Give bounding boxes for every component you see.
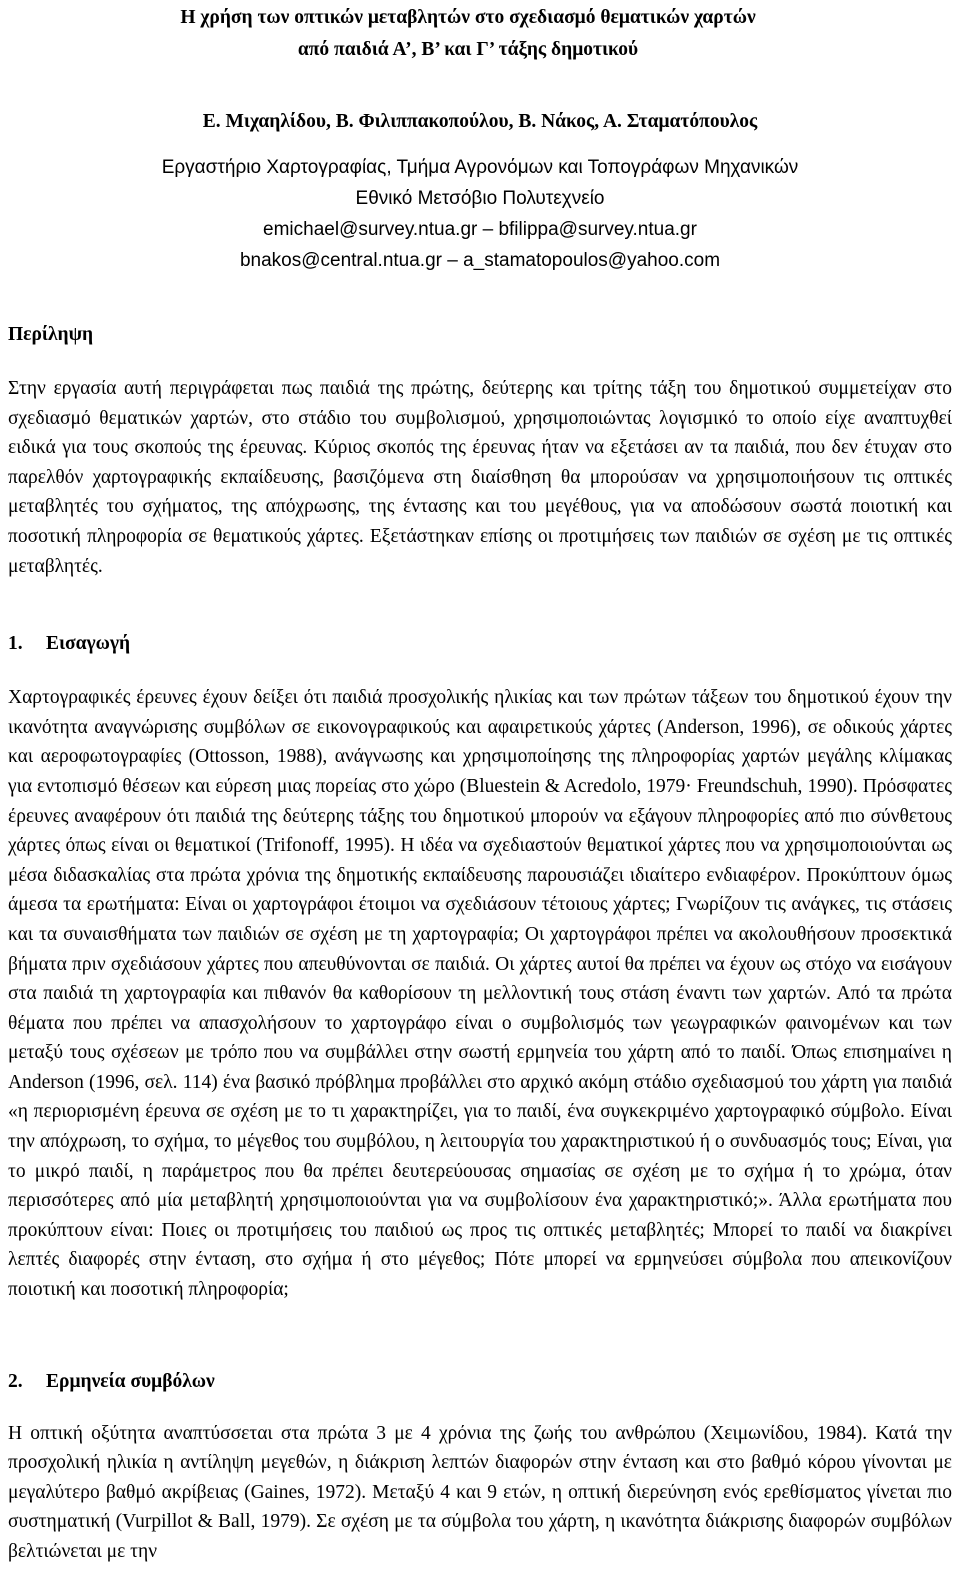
title-line-1: Η χρήση των οπτικών μεταβλητών στο σχεδιασμό θεματικών χαρτών [180, 7, 756, 28]
abstract-heading: Περίληψη [8, 324, 94, 345]
affiliation-block [8, 152, 952, 276]
section-1-number: 1. [8, 633, 23, 655]
title-line-2: από παιδιά Α’, Β’ και Γ’ τάξης δημοτικού [297, 39, 639, 60]
author-emails-line-2: bnakos@central.ntua.gr – a_stamatopoulos@yahoo.com [239, 250, 721, 271]
author-emails-line-1: emichael@survey.ntua.gr – bfilippa@survey.ntua.gr [263, 219, 697, 240]
section-2-number: 2. [8, 1370, 23, 1392]
section-1-title: Εισαγωγή [46, 633, 131, 655]
author-list: Ε. Μιχαηλίδου, Β. Φιλιππακοπούλου, Β. Νάκος, Α. Σταματόπουλος [202, 111, 758, 132]
section-2-heading [8, 1367, 952, 1397]
abstract-text: Στην εργασία αυτή περιγράφεται πως παιδιά της πρώτης, δεύτερης και τρίτης τάξη του δημοτικού συμμετείχαν στο σχεδιασμό θεματικών χαρτών, στο στάδιο του συμβολισμού, χρησιμοποιώντας λογισμικό το οποίο είχε αναπτυχθεί ειδικά για τους σκοπούς της έρευνας. Κύριος σκοπός της έρευνας ήταν να εξετάσει αν τα παιδιά, που δεν έτυχαν στο παρελθόν χαρτογραφικής εκπαίδευσης, βασιζόμενα στη διαίσθηση θα μπορούσαν να χρησιμοποιήσουν τις οπτικές μεταβλητές του σχήματος, της απόχρωσης, της έντασης και του μεγέθους, για να αποδώσουν σωστά ποιοτική και ποσοτική πληροφορία σε θεματικούς χάρτες. Εξετάστηκαν επίσης οι προτιμήσεις των παιδιών σε σχέση με τις οπτικές μεταβλητές. [8, 378, 952, 577]
section-2-title: Ερμηνεία συμβόλων [46, 1370, 215, 1392]
affiliation-university: Εθνικό Μετσόβιο Πολυτεχνείο [355, 188, 605, 209]
affiliation-lab: Εργαστήριο Χαρτογραφίας, Τμήμα Αγρονόμων και Τοπογράφων Μηχανικών [161, 157, 799, 178]
section-1-heading [8, 629, 952, 659]
paper-title [8, 2, 952, 66]
section-1-text: Χαρτογραφικές έρευνες έχουν δείξει ότι παιδιά προσχολικής ηλικίας και των πρώτων τάξεων του δημοτικού έχουν την ικανότητα αναγνώρισης συμβόλων σε εικονογραφικούς και αφαιρετικούς χάρτες (Anderson, 1996), σε οδικούς χάρτες και αεροφωτογραφίες (Ottosson, 1988), ανάγνωσης και χρησιμοποίησης της πληροφορίας χαρτών μεγάλης κλίμακας για εντοπισμό θέσεων και εύρεση μιας πορείας στο χώρο (Bluestein & Acredolo, 1979· Freundschuh, 1990). Πρόσφατες έρευνες αναφέρουν ότι παιδιά της δεύτερης τάξης του δημοτικού μπορούν να εξάγουν πληροφορίες από πιο σύνθετους χάρτες όπως είναι οι θεματικοί (Trifonoff, 1995). Η ιδέα να σχεδιαστούν θεματικοί χάρτες που να χρησιμοποιούνται ως μέσα διδασκαλίας στα πρώτα χρόνια της δημοτικής εκπαίδευσης παρουσιάζει ιδιαίτερο ενδιαφέρον. Προκύπτουν όμως άμεσα τα ερωτήματα: Είναι οι χαρτογράφοι έτοιμοι να σχεδιάσουν τέτοιους χάρτες; Γνωρίζουν τις ανάγκες, τις στάσεις και τα συναισθήματα των παιδιών σε σχέση με τη χαρτογραφία; Οι χαρτογράφοι πρέπει να ακολουθήσουν προσεκτικά βήματα πριν σχεδιάσουν χάρτες που απευθύνονται σε παιδιά. Οι χάρτες αυτοί θα πρέπει να έχουν ως στόχο να εισάγουν στα παιδιά τη χαρτογραφία και πιθανόν θα καθορίσουν τη μελλοντική τους στάση έναντι των χαρτών. Από τα πρώτα θέματα που πρέπει να απασχολήσουν το χαρτογράφο είναι ο συμβολισμός των γεωγραφικών φαινομένων και των μεταξύ τους σχέσεων με τρόπο που να συμβάλλει στην σωστή ερμηνεία του χάρτη από το παιδί. Όπως επισημαίνει η Anderson (1996, σελ. 114) ένα βασικό πρόβλημα προβάλλει στο αρχικό ακόμη στάδιο σχεδιασμού του χάρτη για παιδιά «η περιορισμένη έρευνα σε σχέση με το τι χαρακτηρίζει, για το παιδί, ένα συγκεκριμένο χαρτογραφικό σύμβολο. Είναι την απόχρωση, το σχήμα, το μέγεθος του συμβόλου, η λειτουργία του χαρακτηριστικού ή ο συνδυασμός τους; Είναι, για το μικρό παιδί, η παράμετρος που θα πρέπει δευτερεύουσας σημασίας σε σχέση με το σχήμα ή το χρώμα, όταν περισσότερες από μία μεταβλητή χρησιμοποιούνται για να συμβολίσουν ένα χαρακτηριστικό;». Άλλα ερωτήματα που προκύπτουν είναι: Ποιες οι προτιμήσεις του παιδιού ως προς τις οπτικές μεταβλητές; Μπορεί το παιδί να διακρίνει λεπτές διαφορές στην ένταση, στο σχήμα ή στο μέγεθος; Πότε μπορεί να ερμηνεύσει σύμβολα που απεικονίζουν ποιοτική και ποσοτική πληροφορία; [8, 687, 952, 1301]
section-2-text: Η οπτική οξύτητα αναπτύσσεται στα πρώτα 3 με 4 χρόνια της ζωής του ανθρώπου (Χειμωνίδου, 1984). Κατά την προσχολική ηλικία η αντίληψη μεγεθών, η διάκριση λεπτών διαφορών στην ένταση και στο βαθμό κόρου γίνονται με μεγαλύτερο βαθμό ακρίβειας (Gaines, 1972). Μεταξύ 4 και 9 ετών, η οπτική διερεύνηση ενός ερεθίσματος γίνεται πιο συστηματική (Vurpillot & Ball, 1979). Σε σχέση με τα σύμβολα του χάρτη, η ικανότητα διάκρισης διαφορών συμβόλων βελτιώνεται με την [8, 1422, 952, 1562]
